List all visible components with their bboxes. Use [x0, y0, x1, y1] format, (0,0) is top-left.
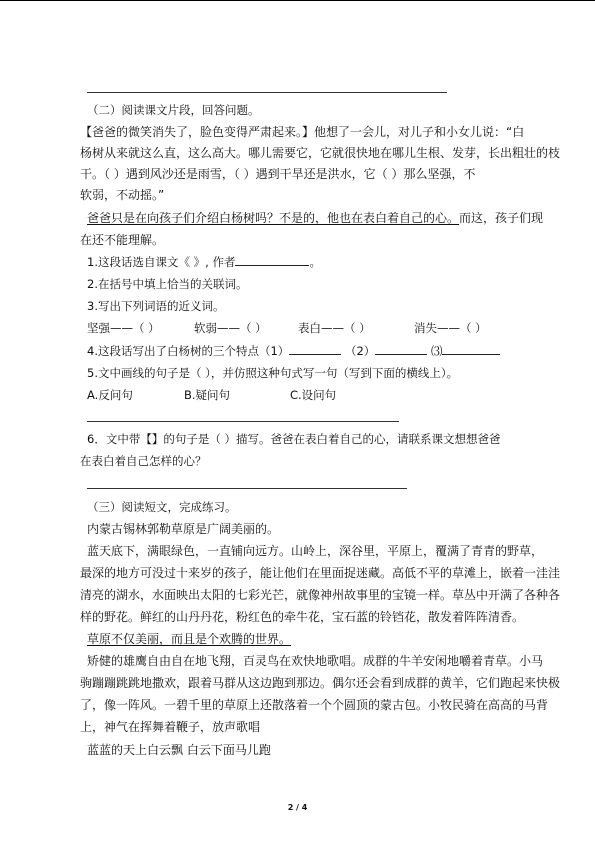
feature-blank-1[interactable] [289, 344, 341, 355]
option-c: C.设问句 [290, 388, 337, 402]
passage-line: 清亮的湖水，水面映出太阳的七彩光芒，就像神州故事里的宝镜一样。草丛中开满了各种各 [80, 588, 561, 602]
question-6: 在表白着自己怎样的心？ [80, 454, 207, 468]
question-6: 6．文中带【】的句子是（ ）描写。爸爸在表白着自己的心，请联系课文想想爸爸 [87, 432, 501, 446]
passage-line: 上，神气在挥舞着鞭子，放声歌唱 [80, 720, 261, 734]
author-blank[interactable] [235, 255, 309, 266]
passage-line: 杨树从来就这么直，这么高大。哪儿需要它，它就很快地在哪儿生根、发芽，长出粗壮的枝 [80, 146, 561, 160]
answer-line [87, 92, 447, 93]
passage-line: 蓝蓝的天上白云飘 白云下面马儿跑 [87, 743, 271, 757]
underlined-sentence: 爸爸只是在向孩子们介绍白杨树吗？不是的，他也在表白着自己的心。 [87, 211, 460, 225]
question-2: 2.在括号中填上恰当的关联词。 [87, 277, 248, 291]
answer-line[interactable] [87, 421, 399, 422]
question-1-end: 。 [309, 255, 321, 269]
question-4-text: 4.这段话写出了白杨树的三个特点（1） [87, 344, 290, 358]
question-5: 5.文中画线的句子是（ ），并仿照这种句式写一句（写到下面的横线上）。 [87, 366, 459, 380]
option-b: B.疑问句 [184, 388, 231, 402]
passage-line: 软弱，不动摇。” [80, 188, 165, 202]
passage-underlined-line [87, 211, 543, 225]
passage-line: 驹蹦蹦跳跳地撒欢，跟着马群从这边跑到那边。偶尔还会看到成群的黄羊，它们跑起来快极 [80, 676, 561, 690]
question-4 [87, 344, 500, 358]
feature-blank-3[interactable] [442, 344, 500, 355]
question-1 [87, 255, 321, 269]
feature-blank-2[interactable] [375, 344, 427, 355]
passage-line: 【爸爸的微笑消失了，脸色变得严肃起来。】他想了一会儿，对儿子和小女儿说：“白 [80, 125, 525, 139]
question-1-text: 1.这段话选自课文《 》, 作者 [87, 255, 236, 269]
passage-text: 而这，孩子们现 [459, 211, 544, 225]
passage-line: 在还不能理解。 [80, 233, 165, 247]
passage-line: 最深的地方可没过十来岁的孩子，能让他们在里面捉迷藏。高低不平的草滩上，嵌着一洼洼 [80, 566, 561, 580]
synonym-item: 坚强——（ ） [87, 321, 160, 335]
synonym-item: 软弱——（ ） [194, 321, 267, 335]
question-3: 3.写出下列词语的近义词。 [87, 299, 225, 313]
passage-line: 矫健的雄鹰自由自在地飞翔，百灵鸟在欢快地歌唱。成群的牛羊安闲地嚼着青草。小马 [87, 654, 544, 668]
synonym-item: 表白——（ ） [298, 321, 371, 335]
synonym-item: 消失——（ ） [414, 321, 487, 335]
page-number: 2 / 4 [287, 803, 308, 812]
passage-line: 内蒙古锡林郭勒草原是广阔美丽的。 [87, 522, 280, 536]
underlined-sentence: 草原不仅美丽，而且是个欢腾的世界。 [87, 632, 292, 646]
section2-heading: （二）阅读课文片段，回答问题。 [87, 103, 260, 117]
passage-line: 样的野花。鲜红的山丹丹花，粉红色的牵牛花，宝石蓝的铃铛花，散发着阵阵清香。 [80, 610, 525, 624]
passage-line: 了，像一阵风。一碧千里的草原上还散落着一个个圆顶的蒙古包。小牧民骑在高高的马背 [80, 698, 549, 712]
page-top-border [0, 0, 595, 1]
question-4-marker-3: ⑶ [430, 344, 443, 358]
passage-line: 干。（ ）遇到风沙还是雨雪，（ ）遇到干旱还是洪水，它（ ）那么坚强，不 [80, 167, 476, 181]
question-4-marker-2: （2） [344, 344, 376, 358]
answer-line[interactable] [87, 488, 407, 489]
passage-line: 蓝天底下，满眼绿色，一直铺向远方。山岭上，深谷里，平原上，覆满了青青的野草， [87, 544, 544, 558]
section3-heading: （三）阅读短文，完成练习。 [87, 500, 237, 514]
option-a: A.反问句 [87, 388, 133, 402]
